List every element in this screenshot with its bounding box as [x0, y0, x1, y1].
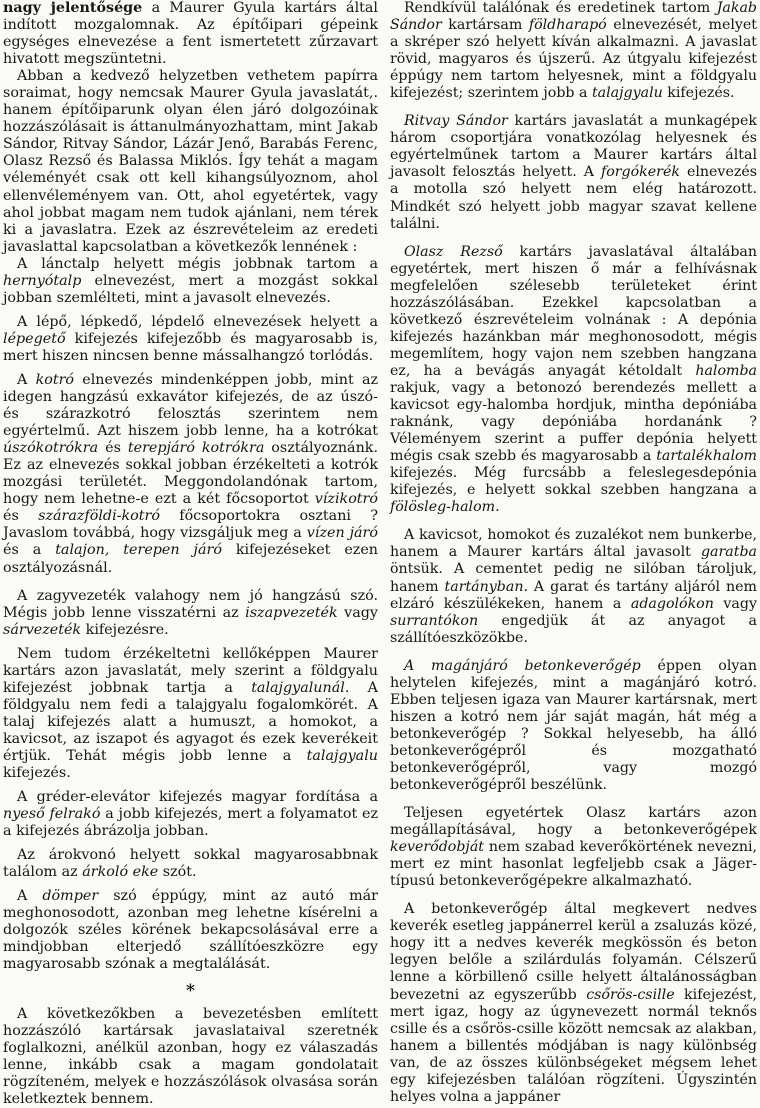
- italic-term: talajgyalunál.: [251, 679, 350, 696]
- italic-term: földharapó: [528, 17, 607, 34]
- italic-term: tartalékhalom: [656, 448, 757, 465]
- italic-term: garatba: [700, 544, 757, 561]
- italic-term: Jakab Sándor: [390, 0, 757, 34]
- italic-term: csőrös-csille: [586, 986, 675, 1003]
- italic-term: halomba: [695, 362, 757, 379]
- paragraph: A lépő, lépkedő, lépdelő elnevezések helyett a lépegető kifejezés kifejezőbb és magyarosabb is, mert hiszen nincsen benne mássalhangzó torlódás.: [3, 313, 378, 364]
- italic-term: árkoló eke: [82, 864, 159, 881]
- paragraph: A lánctalp helyett mégis jobbnak tartom a hernyótalp elnevezést, mert a mozgást sokkal jobban szemlélteti, mint a javasolt elnevezés.: [3, 255, 378, 306]
- italic-term: nyeső felrakó: [3, 806, 101, 823]
- left-column: [3, 0, 378, 1108]
- italic-term: dömper: [42, 888, 99, 905]
- italic-term: Ritvay Sándor: [404, 113, 508, 130]
- emphasis-text: nagy jelentősége: [3, 0, 143, 16]
- paragraph: A dömper szó éppúgy, mint az autó már meghonosodott, azonban meg lehetne kísérelni a dolgozók széles körének bekapcsolásával erre a mindjobban elterjedő szállítóeszközre egy magyarosabb szónak a megtalálását.: [3, 888, 378, 973]
- italic-term: Olasz Rezső: [404, 243, 503, 260]
- italic-term: lépegető: [3, 330, 66, 347]
- paragraph: nagy jelentősége a Maurer Gyula kartárs által indított mozgalomnak. Az építőipari gépeink egységes elnevezése a fent ismertetett zűrzavart hivatott megszüntetni.: [3, 0, 378, 68]
- italic-term: keverődobját: [390, 839, 484, 856]
- italic-term: úszókotrókra: [3, 440, 99, 457]
- paragraph: A betonkeverőgép által megkevert nedves keverék esetleg jappánerrel kerül a zsaluzás közé, hogy itt a nedves keverék megkössön és beton legyen belőle a szilárdulás folyamán. Célszerű lenne a körbillenő csille helyett általánosságban bevezetni az egyszerűbb csőrös-csille kifejezést, mert igaz, hogy az úgynevezett normál teknős csille és a csőrös-csille között nemcsak az alakban, hanem a billentés módjában is nagy különbség van, de az összes különbségeket mégsem lehet egy kifejezésben találóan rögzíteni. Úgyszintén helyes volna a jappáner: [390, 901, 757, 1105]
- italic-term: A magánjáró betonkeverőgép: [404, 657, 641, 674]
- italic-term: talajgyalu: [591, 85, 663, 102]
- paragraph: A gréder-elevátor kifejezés magyar fordítása a nyeső felrakó a jobb kifejezés, mert a folyamatot ez a kifejezés ábrázolja jobban.: [3, 789, 378, 840]
- italic-term: fölösleg-halom.: [390, 499, 500, 516]
- paragraph: A magánjáró betonkeverőgép éppen olyan helytelen kifejezés, mint a magánjáró kotró. Ebben teljesen igaza van Maurer kartársnak, mert hiszen a kotró nem jár saját magán, hát még a betonkeverőgép ? Sokkal helyesebb, ha álló betonkeverőgépről és mozgatható betonkeverőgépről, vagy mozgó betonkeverőgépről beszélünk.: [390, 657, 757, 794]
- italic-term: tartányban.: [444, 578, 528, 595]
- paragraph: Teljesen egyetértek Olasz kartárs azon megállapításával, hogy a betonkeverőgépek keverődobját nem szabad keverőkörtének nevezni, mert ez mint hasonlat legfeljebb csak a Jäger-típusú betonkeverőgépekre alkalmazható.: [390, 805, 757, 890]
- paragraph: Olasz Rezső kartárs javaslatával általában egyetértek, mert hiszen ő már a felhívásnak megfelelően szélesebb területeket érint hozzászólásában. Ezekkel kapcsolatban a következő észrevételeim volnának : A depónia kifejezés hazánkban már meghonosodott, mégis megemlítem, hogy vajon nem szebben hangzana ez, ha a bevágás anyagát kétoldalt halomba rakjuk, vagy a betonozó berendezés mellett a kavicsot egy-halomba hordjuk, mintha depóniába raknánk, vagy depóniába hordanánk ? Véleményem szerint a puffer depónia helyett mégis csak szebb és magyarosabb a tartalékhalom kifejezés. Még furcsább a feleslegesdepónia kifejezés, e helyett sokkal szebben hangzana a fölösleg-halom.: [390, 243, 757, 516]
- paragraph: A kotró elnevezés mindenképpen jobb, mint az idegen hangzású exkavátor kifejezés, de az úszó- és szárazkotró felosztás szerintem nem egyértelmű. Azt hiszem jobb lenne, ha a kotrókat úszókotrókra és terepjáró kotrókra osztályoznánk. Ez az elnevezés sokkal jobban érzékelteti a kotrók mozgási területét. Meggondolandónak tartom, hogy nem lehetne-e ezt a két főcsoportot vízikotró és szárazföldi-kotró főcsoportokra osztani ? Javaslom továbbá, hogy vizsgáljuk meg a vízen járó és a talajon, terepen járó kifejezéseket ezen osztályozásnál.: [3, 371, 379, 576]
- paragraph: Rendkívül találónak és eredetinek tartom Jakab Sándor kartársam földharapó elnevezését, melyet a skréper szó helyett kíván alkalmazni. A javaslat rövid, magyaros és újszerű. Az útgyalu kifejezést éppúgy nem tartom helyesnek, mint a földgyalu kifejezést; szerintem jobb a talajgyalu kifejezés.: [390, 0, 757, 102]
- italic-term: surrantókon: [390, 612, 479, 629]
- italic-term: vízen járó: [306, 525, 378, 542]
- paragraph: Abban a kedvező helyzetben vethetem papírra soraimat, hogy nemcsak Maurer Gyula javaslatát,. hanem építőiparunk olyan élen járó dolgozóinak hozzászólásait is áttanulmányozhattam, mint Jakab Sándor, Ritvay Sándor, Lázár Jenő, Barabás Ferenc, Olasz Rezső és Balassa Miklós. Így tehát a magam véleményét csak ott kell kihangsúlyoznom, ahol ellenvéleményem van. Ott, ahol egyetértek, vagy ahol jobbat magam nem tudok ajánlani, nem térek ki a javaslatra. Ezek az észrevételeim az eredeti javaslattal kapcsolatban a következők lennének :: [3, 68, 378, 255]
- italic-term: talajgyalu: [306, 747, 378, 764]
- section-separator: *: [186, 980, 195, 1001]
- right-column: [390, 0, 757, 1106]
- italic-term: hernyótalp: [3, 272, 82, 289]
- paragraph: A kavicsot, homokot és zuzalékot nem bunkerbe, hanem a Maurer kartárs által javasolt garatba öntsük. A cementet pedig ne silóban tároljuk, hanem tartányban. A garat és tartány aljáról nem elzáró készülékeken, hanem a adagolókon vagy surrantókon engedjük át az anyagot a szállítóeszközökbe.: [390, 527, 758, 646]
- italic-term: kotró: [35, 371, 75, 388]
- paragraph: A következőkben a bevezetésben említett hozzászóló kartársak javaslataival szeretnék foglalkozni, anélkül azonban, hogy ez válaszadás lenne, inkább csak a magam gondolatait rögzíteném, melyek e hozzászólások olvasása során keletkeztek bennem.: [3, 1005, 378, 1107]
- italic-term: vízikotró: [314, 491, 378, 508]
- italic-term: terepjáró kotrókra: [127, 440, 265, 457]
- italic-term: sárvezeték: [3, 621, 82, 638]
- italic-term: talajon, terepen járó: [55, 542, 222, 559]
- paragraph: Ritvay Sándor kartárs javaslatát a munkagépek három csoportjára vonatkozólag helyesnek és egyértelműnek tartom a Maurer kartárs által javasolt felosztás helyett. A forgókerék elnevezés a motolla szó helyett nem elég határozott. Mindkét szó helyett jobb magyar szavat kellene találni.: [390, 113, 757, 232]
- paragraph: A zagyvezeték valahogy nem jó hangzású szó. Mégis jobb lenne visszatérni az iszapvezeték vagy sárvezeték kifejezésre.: [3, 587, 378, 638]
- paragraph: Az árokvonó helyett sokkal magyarosabbnak találom az árkoló eke szót.: [3, 847, 378, 881]
- italic-term: iszapvezeték: [245, 604, 338, 621]
- italic-term: forgókerék: [600, 164, 680, 181]
- italic-term: szárazföldi-kotró: [38, 508, 160, 525]
- italic-term: adagolókon: [630, 595, 714, 612]
- paragraph: Nem tudom érzékeltetni kellőképpen Maurer kartárs azon javaslatát, mely szerint a földgyalu kifejezést jobbnak tartja a talajgyalunál. A földgyalu nem fedi a talajgyalu fogalomkörét. A talaj kifejezés alatt a humuszt, a homokot, a kavicsot, az iszapot és agyagot és ezek keverékeit értjük. Tehát mégis jobb lenne a talajgyalu kifejezés.: [3, 645, 378, 782]
